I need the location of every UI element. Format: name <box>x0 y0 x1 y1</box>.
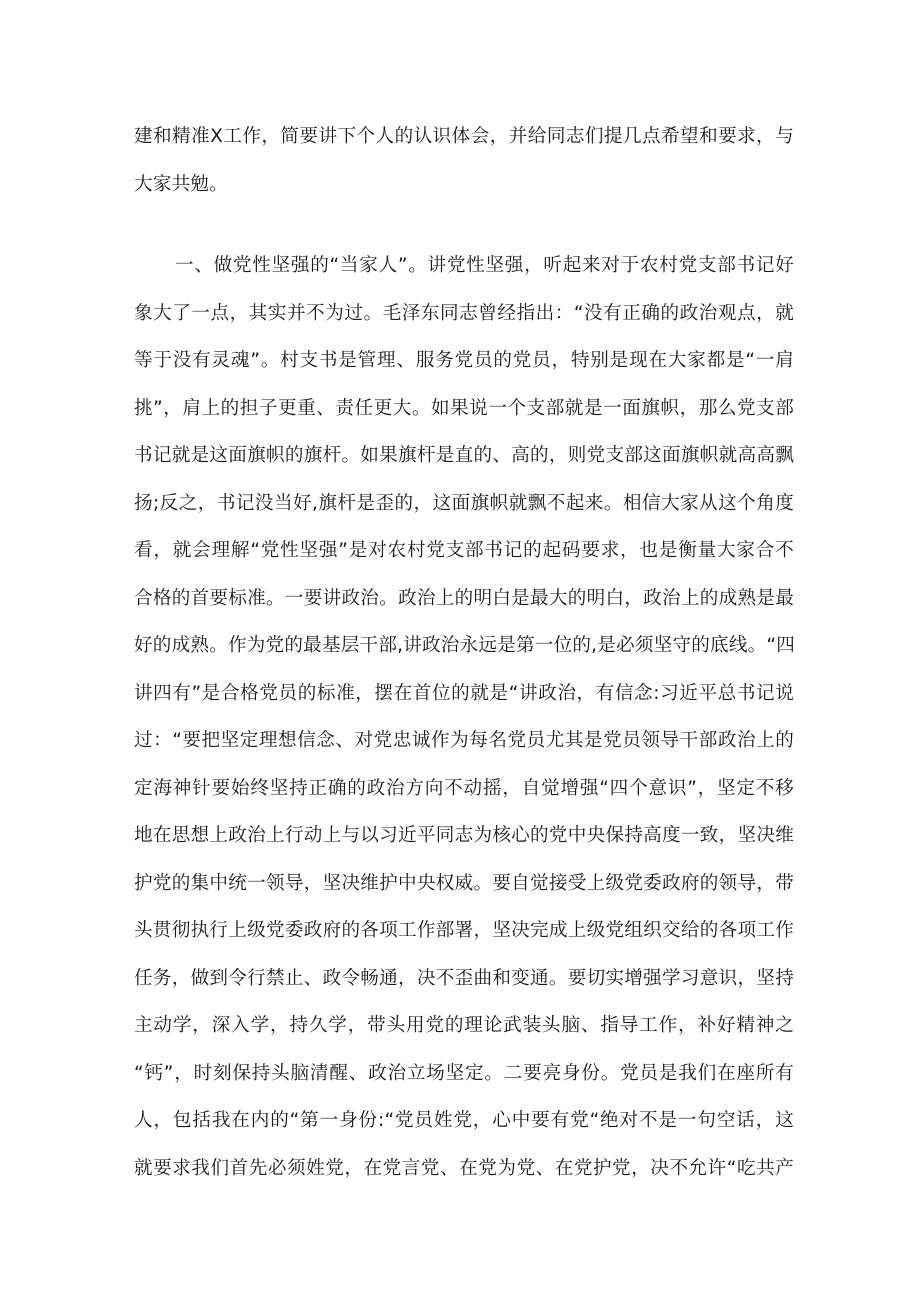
paragraph-2-line-17: 主动学，深入学，持久学，带头用党的理论武装头脑、指导工作，补好精神之 <box>134 1015 794 1036</box>
paragraph-2-line-1: 一、做党性坚强的“当家人”。讲党性坚强，听起来对于农村党支部书记好 <box>175 255 794 276</box>
paragraph-2-line-5: 书记就是这面旗帜的旗杆。如果旗杆是直的、高的，则党支部这面旗帜就高高飘 <box>134 445 794 466</box>
paragraph-2-line-12: 定海神针要始终坚持正确的政治方向不动摇，自觉增强“四个意识”，坚定不移 <box>134 778 794 799</box>
paragraph-2-line-6: 扬;反之，书记没当好,旗杆是歪的，这面旗帜就飘不起来。相信大家从这个角度 <box>134 493 794 514</box>
paragraph-2-line-15: 头贯彻执行上级党委政府的各项工作部署，坚决完成上级党组织交给的各项工作 <box>134 920 794 941</box>
paragraph-1-line-2: 大家共勉。 <box>134 174 228 195</box>
paragraph-2-line-8: 合格的首要标准。一要讲政治。政治上的明白是最大的明白，政治上的成熟是最 <box>134 588 794 609</box>
paragraph-2-line-20: 就要求我们首先必须姓党，在党言党、在党为党、在党护党，决不允许“吃共产 <box>134 1158 794 1179</box>
paragraph-2-line-13: 地在思想上政治上行动上与以习近平同志为核心的党中央保持高度一致，坚决维 <box>134 825 794 846</box>
paragraph-2-line-3: 等于没有灵魂”。村支书是管理、服务党员的党员，特别是现在大家都是“一肩 <box>134 350 794 371</box>
paragraph-2-line-2: 象大了一点，其实并不为过。毛泽东同志曾经指出：“没有正确的政治观点，就 <box>134 303 794 324</box>
paragraph-2-line-11: 过：“要把坚定理想信念、对党忠诚作为每名党员尤其是党员领导干部政治上的 <box>134 730 794 751</box>
paragraph-2-line-18: “钙”，时刻保持头脑清醒、政治立场坚定。二要亮身份。党员是我们在座所有 <box>134 1063 794 1084</box>
paragraph-2-line-10: 讲四有”是合格党员的标准，摆在首位的就是“讲政治，有信念:习近平总书记说 <box>134 683 794 704</box>
paragraph-2-line-7: 看，就会理解“党性坚强”是对农村党支部书记的起码要求，也是衡量大家合不 <box>134 540 794 561</box>
paragraph-2-line-9: 好的成熟。作为党的最基层干部,讲政治永远是第一位的,是必须坚守的底线。“四 <box>134 635 796 656</box>
paragraph-2-line-4: 挑”，肩上的担子更重、责任更大。如果说一个支部就是一面旗帜，那么党支部 <box>134 398 794 419</box>
paragraph-2-line-14: 护党的集中统一领导，坚决维护中央权威。要自觉接受上级党委政府的领导，带 <box>134 873 794 894</box>
paragraph-2-line-16: 任务，做到令行禁止、政令畅通，决不歪曲和变通。要切实增强学习意识，坚持 <box>134 968 794 989</box>
paragraph-1-line-1: 建和精准X工作，简要讲下个人的认识体会，并给同志们提几点希望和要求，与 <box>134 126 794 147</box>
paragraph-2-line-19: 人，包括我在内的“第一身份:“党员姓党，心中要有党“绝对不是一句空话，这 <box>134 1110 794 1131</box>
